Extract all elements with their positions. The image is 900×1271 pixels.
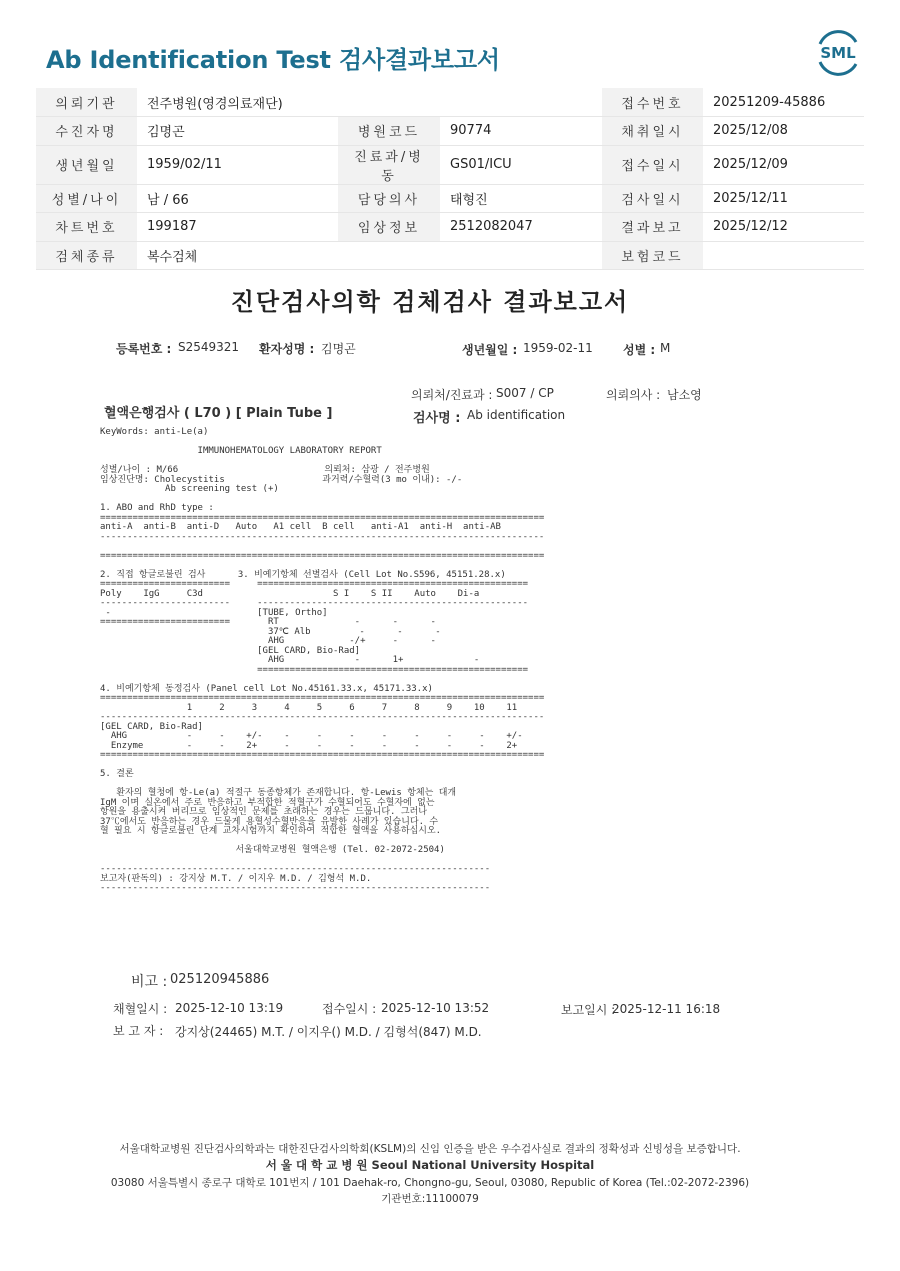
collect-label: 채혈일시 : bbox=[113, 1002, 168, 1016]
info-value: 복수검체 bbox=[137, 241, 338, 270]
test-name: 혈액은행검사 ( L70 ) [ Plain Tube ] bbox=[104, 406, 333, 421]
info-value: 1959/02/11 bbox=[137, 145, 338, 184]
report-date-label: 보고일시 : bbox=[561, 1003, 616, 1017]
info-label: 접수번호 bbox=[602, 88, 703, 117]
info-value: 2025/12/12 bbox=[703, 213, 864, 242]
dept-value: S007 / CP bbox=[496, 386, 554, 400]
info-label: 생년월일 bbox=[36, 145, 137, 184]
lab-report-body: KeyWords: anti-Le(a) IMMUNOHEMATOLOGY LABORATORY REPORT 성별/나이 : M/66 의뢰처: 삼광 / 전주병원 임상진단명: Cholecystitis 과거력/수혈력(3 mo 이내): -/- Ab screening test (+) 1. ABO and RhD type : ================================================================================== anti-A anti-B anti-D Auto A1 cell B cell anti-A1 anti-H anti-AB ---------------------------------------------------------------------------------- ================================================================================== 2. 직접 항글로불린 검사 3. 비예기항체 선별검사 (Cell Lot No.S596, 45151.28.x) ======================== ================================================== Poly IgG C3d S I S II Auto Di-a ------------------------ -------------------------------------------------- - [TUBE, Ortho] ======================== RT - - - 37℃ Alb - - - AHG -/+ - - [GEL CARD, Bio-Rad] AHG - 1+ - ================================================== 4. 비예기항체 동정검사 (Panel cell Lot No.45161.33.x, 45171.33.x) ================================================================================== 1 2 3 4 5 6 7 8 9 10 11 ---------------------------------------------------------------------------------- [GEL CARD, Bio-Rad] AHG - - +/- - - - - - - - +/- Enzyme - - 2+ - - - - - - - 2+ ================================================================================== 5. 결론 환자의 혈청에 항-Le(a) 적절구 동종항체가 존재합니다. 항-Lewis 항체는 대개 IgM 이며 실온에서 주로 반응하고 부적합한 적혈구가 수혈되어도 수혈자에 없는 항원을 용출시켜 버리므로 임상적인 문제를 초래하는 경우는 드뭅니다. 그러나 37℃에서도 반응하는 경우 드물게 용혈성수혈반응을 유발한 사례가 있습니다. 수 혈 필요 시 항글로불린 단계 교차시험까지 확인하여 적합한 혈액을 사용하십시오. 서울대학교병원 혈액은행 (Tel. 02-2072-2504) ------------------------------------------------------------------------ 보고자(판독의) : 강지상 M.T. / 이지우 M.D. / 김형석 M.D. ------------------------------------------------------------------------ bbox=[100, 427, 545, 893]
sex-label: 성별 : bbox=[623, 343, 656, 357]
info-label: 차트번호 bbox=[36, 213, 137, 242]
info-row bbox=[36, 241, 864, 270]
receive-label: 접수일시 : bbox=[322, 1002, 377, 1016]
info-value: 태형진 bbox=[440, 184, 602, 213]
info-value bbox=[703, 241, 864, 270]
info-row bbox=[36, 213, 864, 242]
doctor-value: 남소영 bbox=[667, 388, 702, 402]
info-label: 임상정보 bbox=[338, 213, 440, 242]
receive-value: 2025-12-10 13:52 bbox=[381, 1001, 490, 1015]
logo-text: SML bbox=[820, 44, 856, 62]
reg-no-label: 등록번호 : bbox=[116, 342, 172, 356]
info-value: 90774 bbox=[440, 117, 602, 146]
patient-label: 환자성명 : bbox=[259, 342, 315, 356]
info-label: 채취일시 bbox=[602, 117, 703, 146]
info-row bbox=[36, 145, 864, 184]
report-date-value: 2025-12-11 16:18 bbox=[612, 1002, 721, 1016]
info-label: 결과보고 bbox=[602, 213, 703, 242]
dob-label: 생년월일 : bbox=[462, 343, 518, 357]
info-label: 수진자명 bbox=[36, 117, 137, 146]
info-label: 성별/나이 bbox=[36, 184, 137, 213]
doctor-label: 의뢰의사 : bbox=[606, 388, 661, 402]
info-empty-cell bbox=[440, 88, 602, 117]
note-value: 025120945886 bbox=[170, 972, 270, 987]
footer-certification: 서울대학교병원 진단검사의학과는 대한진단검사의학회(KSLM)의 신임 인증을 받은 우수검사실로 결과의 정확성과 신빙성을 보증합니다. bbox=[119, 1143, 741, 1155]
reporter-value: 강지상(24465) M.T. / 이지우() M.D. / 김형석(847) M.D. bbox=[175, 1025, 482, 1039]
report-title: 진단검사의학 검체검사 결과보고서 bbox=[230, 288, 630, 316]
test-value: Ab identification bbox=[467, 408, 566, 422]
info-label: 병원코드 bbox=[338, 117, 440, 146]
dob-value: 1959-02-11 bbox=[523, 341, 593, 355]
footer-institution-code: 기관번호:11100079 bbox=[381, 1193, 479, 1205]
info-empty-cell bbox=[440, 241, 602, 270]
note-label: 비고 : bbox=[131, 974, 168, 990]
info-empty-cell bbox=[338, 241, 440, 270]
info-value: 남 / 66 bbox=[137, 184, 338, 213]
collect-value: 2025-12-10 13:19 bbox=[175, 1001, 284, 1015]
info-row bbox=[36, 88, 864, 117]
info-value: 전주병원(영경의료재단) bbox=[137, 88, 338, 117]
info-empty-cell bbox=[338, 88, 440, 117]
info-row bbox=[36, 184, 864, 213]
info-value: GS01/ICU bbox=[440, 145, 602, 184]
info-value: 2025/12/11 bbox=[703, 184, 864, 213]
info-label: 진료과/병동 bbox=[338, 145, 440, 184]
info-label: 접수일시 bbox=[602, 145, 703, 184]
info-label: 보험코드 bbox=[602, 241, 703, 270]
info-value: 20251209-45886 bbox=[703, 88, 864, 117]
info-table bbox=[36, 88, 864, 270]
sml-logo bbox=[812, 28, 864, 76]
info-value: 김명곤 bbox=[137, 117, 338, 146]
info-value: 199187 bbox=[137, 213, 338, 242]
reporter-label: 보 고 자 : bbox=[113, 1024, 164, 1038]
test-label: 검사명 : bbox=[413, 411, 461, 426]
footer-hospital-name: 서 울 대 학 교 병 원 Seoul National University Hospital bbox=[265, 1158, 595, 1172]
info-label: 검사일시 bbox=[602, 184, 703, 213]
info-value: 2512082047 bbox=[440, 213, 602, 242]
dept-label: 의뢰처/진료과 : bbox=[411, 388, 493, 402]
footer-address: 03080 서울특별시 종로구 대학로 101번지 / 101 Daehak-ro, Chongno-gu, Seoul, 03080, Republic of Korea (Tel.:02-2072-2396) bbox=[110, 1177, 750, 1189]
info-value: 2025/12/09 bbox=[703, 145, 864, 184]
info-value: 2025/12/08 bbox=[703, 117, 864, 146]
reg-no-value: S2549321 bbox=[178, 340, 240, 354]
info-row bbox=[36, 117, 864, 146]
info-label: 담당의사 bbox=[338, 184, 440, 213]
patient-value: 김명곤 bbox=[321, 342, 356, 356]
sex-value: M bbox=[660, 341, 671, 355]
info-label: 의뢰기관 bbox=[36, 88, 137, 117]
page-title: Ab Identification Test 검사결과보고서 bbox=[46, 46, 500, 74]
info-label: 검체종류 bbox=[36, 241, 137, 270]
